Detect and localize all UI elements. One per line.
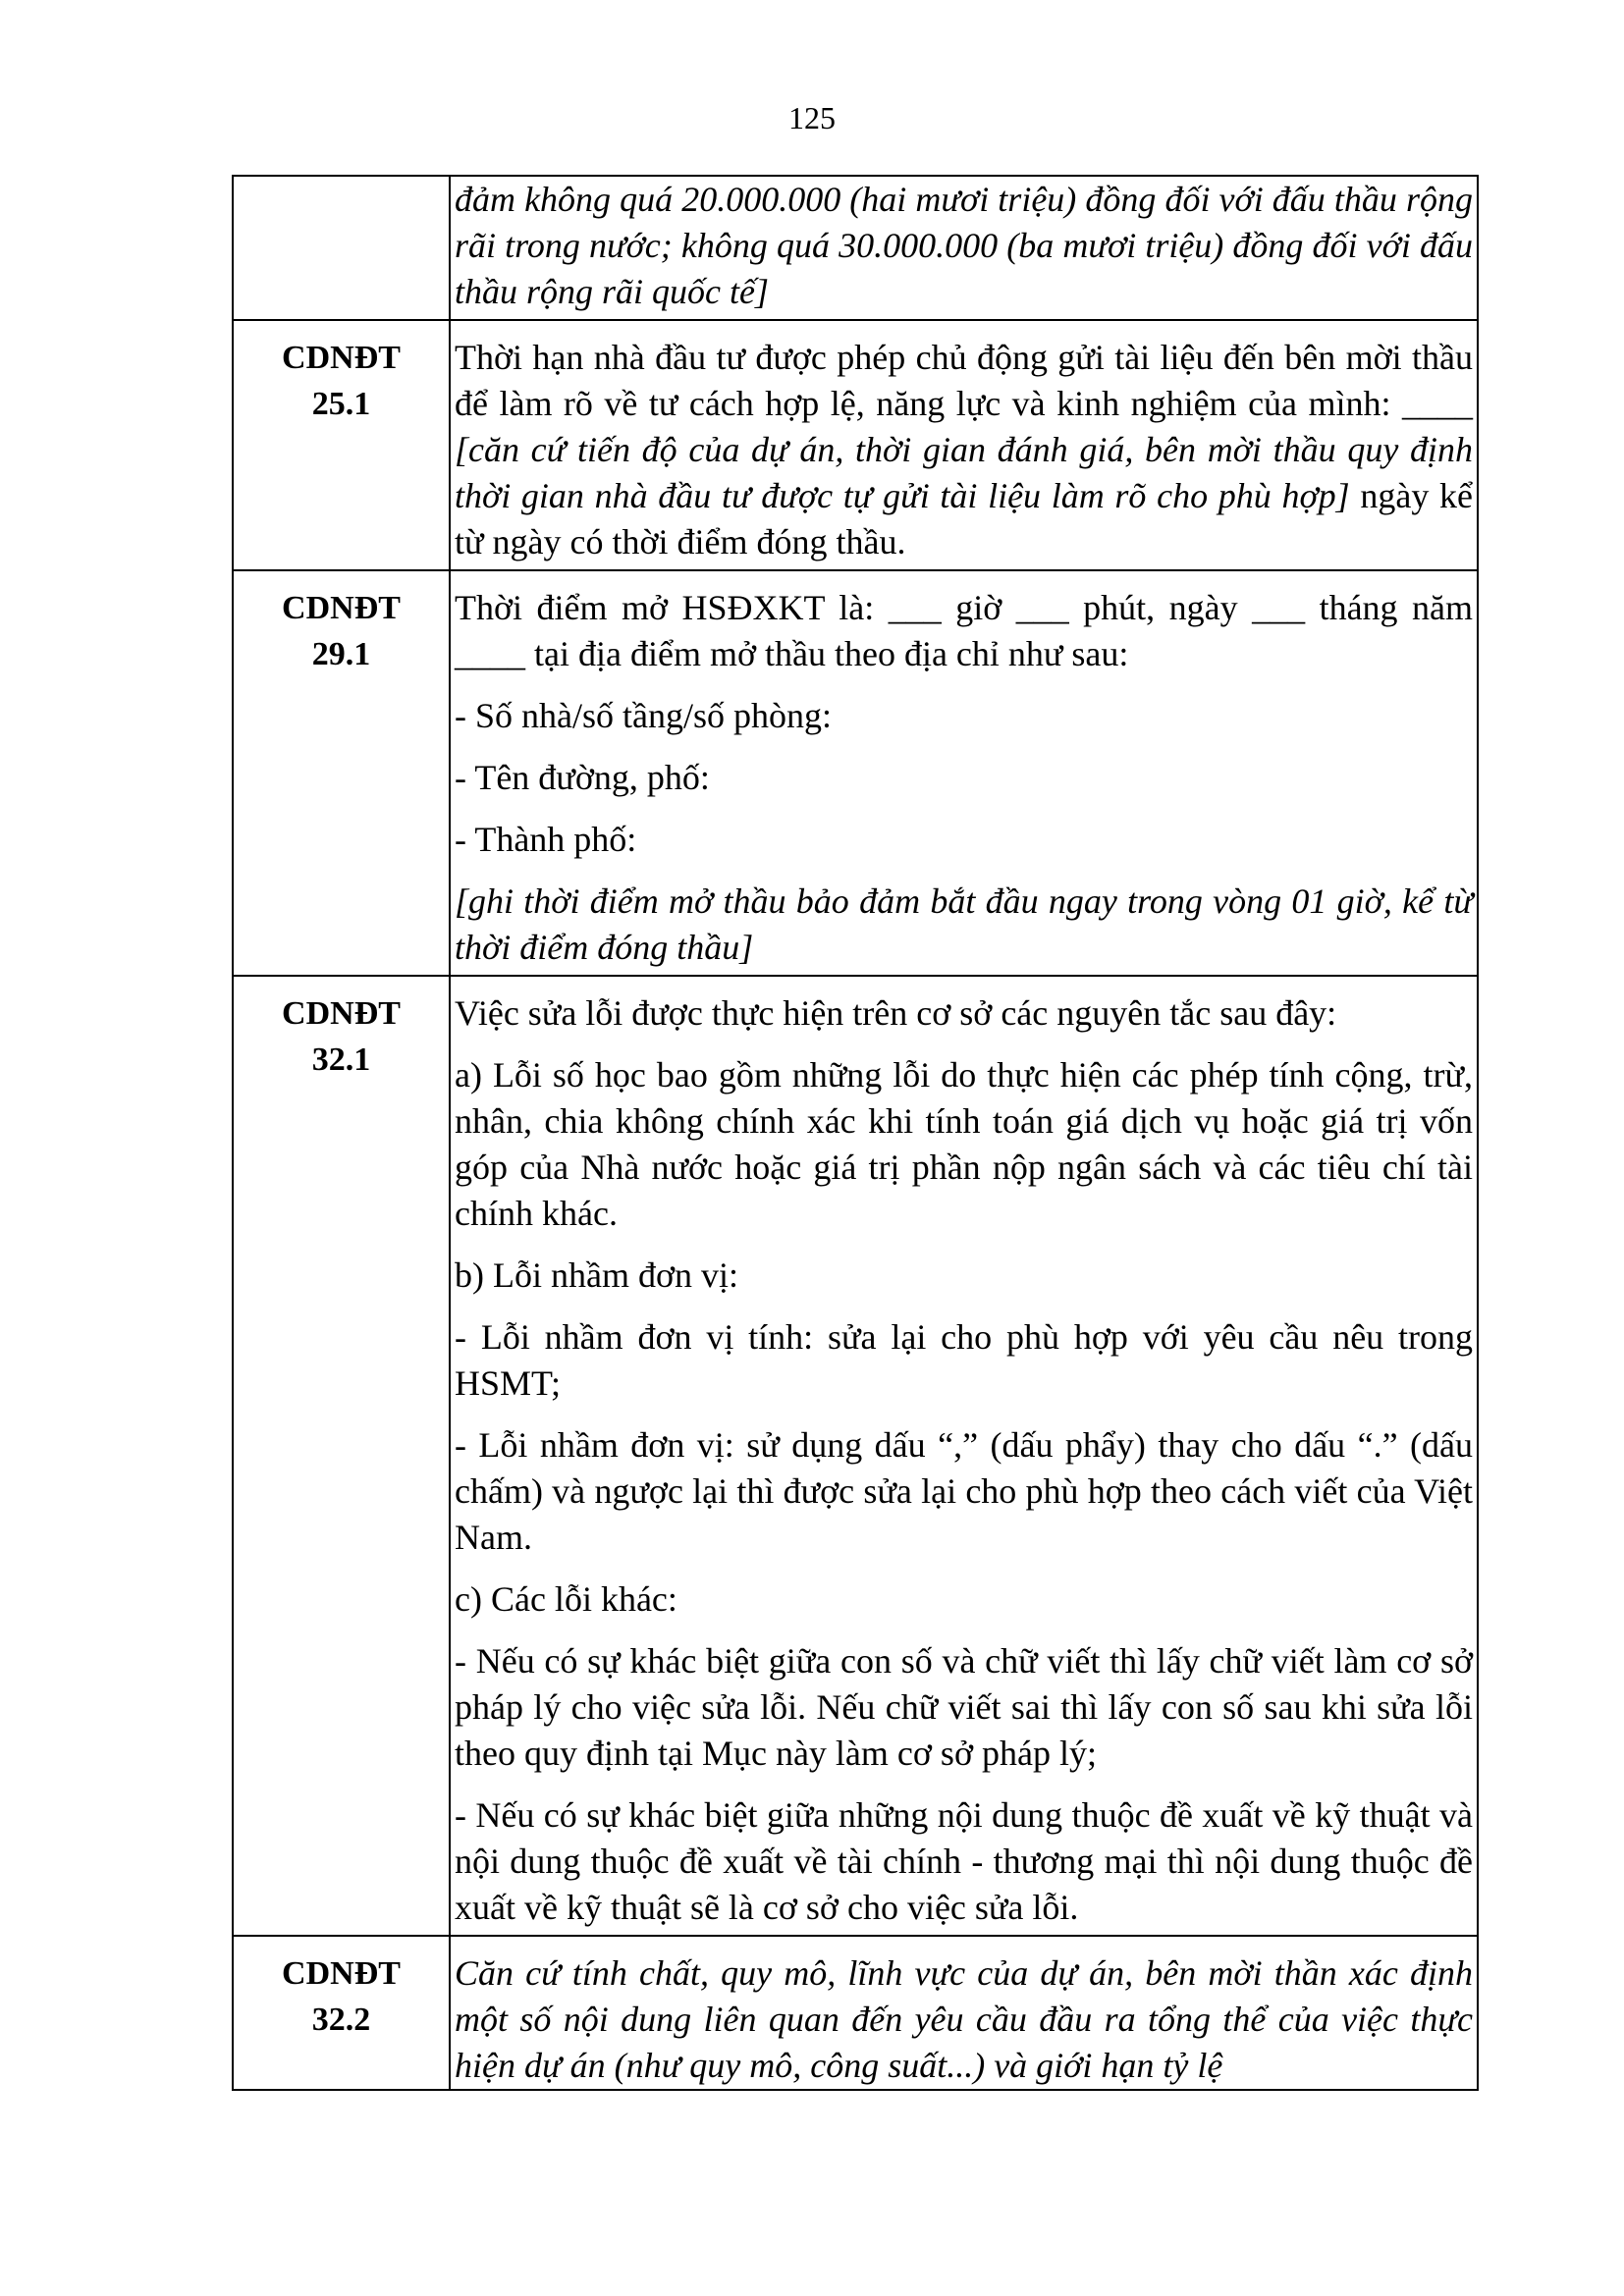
clause-paragraph [455,335,1473,565]
clause-content-cell [450,976,1478,1936]
clause-content-cell [450,320,1478,570]
clause-paragraph: a) Lỗi số học bao gồm những lỗi do thực hiện các phép tính cộng, trừ, nhân, chia không chính xác khi tính toán giá dịch vụ hoặc giá trị vốn góp của Nhà nước hoặc giá trị phần nộp ngân sách và các tiêu chí tài chính khác. [455,1055,1473,1233]
clause-code-cell [233,976,450,1936]
page-number: 125 [788,100,836,135]
clause-code-cell [233,570,450,976]
table-row [233,570,1478,976]
clause-paragraph: [ghi thời điểm mở thầu bảo đảm bắt đầu ngay trong vòng 01 giờ, kể từ thời điểm đóng thầu] [455,881,1473,967]
clause-code-label: CDNĐT [282,590,401,626]
clause-paragraph: Thời điểm mở HSĐXKT là: ___ giờ ___ phút, ngày ___ tháng năm ____ tại địa điểm mở thầu theo địa chỉ như sau: [455,588,1473,673]
clause-code-number: 32.2 [311,2002,371,2038]
clause-paragraph: đảm không quá 20.000.000 (hai mươi triệu) đồng đối với đấu thầu rộng rãi trong nước; không quá 30.000.000 (ba mươi triệu) đồng đối với đấu thầu rộng rãi quốc tế] [455,180,1473,311]
clause-paragraph: c) Các lỗi khác: [455,1579,677,1619]
clause-text: ngày kể từ ngày có thời điểm đóng thầu. [455,476,1473,561]
bid-data-table [232,175,1479,2091]
clause-content-cell [450,176,1478,320]
clause-paragraph: - Nếu có sự khác biệt giữa những nội dung thuộc đề xuất về kỹ thuật và nội dung thuộc đề xuất về tài chính - thương mại thì nội dung thuộc đề xuất về kỹ thuật sẽ là cơ sở cho việc sửa lỗi. [455,1795,1473,1927]
clause-code-cell [233,1936,450,2090]
clause-paragraph: - Số nhà/số tầng/số phòng: [455,696,832,735]
table-row [233,176,1478,320]
clause-code-cell [233,176,450,320]
table-row [233,976,1478,1936]
clause-code-number: 32.1 [311,1041,371,1078]
clause-text: Thời hạn nhà đầu tư được phép chủ động gửi tài liệu đến bên mời thầu để làm rõ về tư cách hợp lệ, năng lực và kinh nghiệm của mình: ____ [455,338,1473,423]
clause-code-label: CDNĐT [282,1955,401,1992]
clause-code-number: 29.1 [311,636,371,672]
clause-code-number: 25.1 [311,386,371,422]
clause-content-cell [450,570,1478,976]
clause-paragraph: - Thành phố: [455,820,637,859]
table-row [233,320,1478,570]
clause-code-label: CDNĐT [282,340,401,376]
clause-content-cell [450,1936,1478,2090]
clause-code-cell [233,320,450,570]
table-row [233,1936,1478,2090]
clause-code-label: CDNĐT [282,995,401,1032]
clause-paragraph: Việc sửa lỗi được thực hiện trên cơ sở các nguyên tắc sau đây: [455,993,1337,1033]
clause-paragraph: - Tên đường, phố: [455,758,710,797]
clause-paragraph: - Nếu có sự khác biệt giữa con số và chữ viết thì lấy chữ viết làm cơ sở pháp lý cho việc sửa lỗi. Nếu chữ viết sai thì lấy con số sau khi sửa lỗi theo quy định tại Mục này làm cơ sở pháp lý; [455,1641,1473,1773]
clause-paragraph: - Lỗi nhầm đơn vị tính: sửa lại cho phù hợp với yêu cầu nêu trong HSMT; [455,1317,1473,1403]
clause-paragraph: b) Lỗi nhầm đơn vị: [455,1255,739,1295]
clause-paragraph: - Lỗi nhầm đơn vị: sử dụng dấu “,” (dấu phẩy) thay cho dấu “.” (dấu chấm) và ngược lại thì được sửa lại cho phù hợp theo cách viết của Việt Nam. [455,1425,1473,1557]
clause-paragraph: Căn cứ tính chất, quy mô, lĩnh vực của dự án, bên mời thần xác định một số nội dung liên quan đến yêu cầu đầu ra tổng thể của việc thực hiện dự án (như quy mô, công suất...) và giới hạn tỷ lệ [455,1953,1473,2085]
clause-instruction-text: [căn cứ tiến độ của dự án, thời gian đánh giá, bên mời thầu quy định thời gian nhà đầu tư được tự gửi tài liệu làm rõ cho phù hợp] [455,430,1473,515]
